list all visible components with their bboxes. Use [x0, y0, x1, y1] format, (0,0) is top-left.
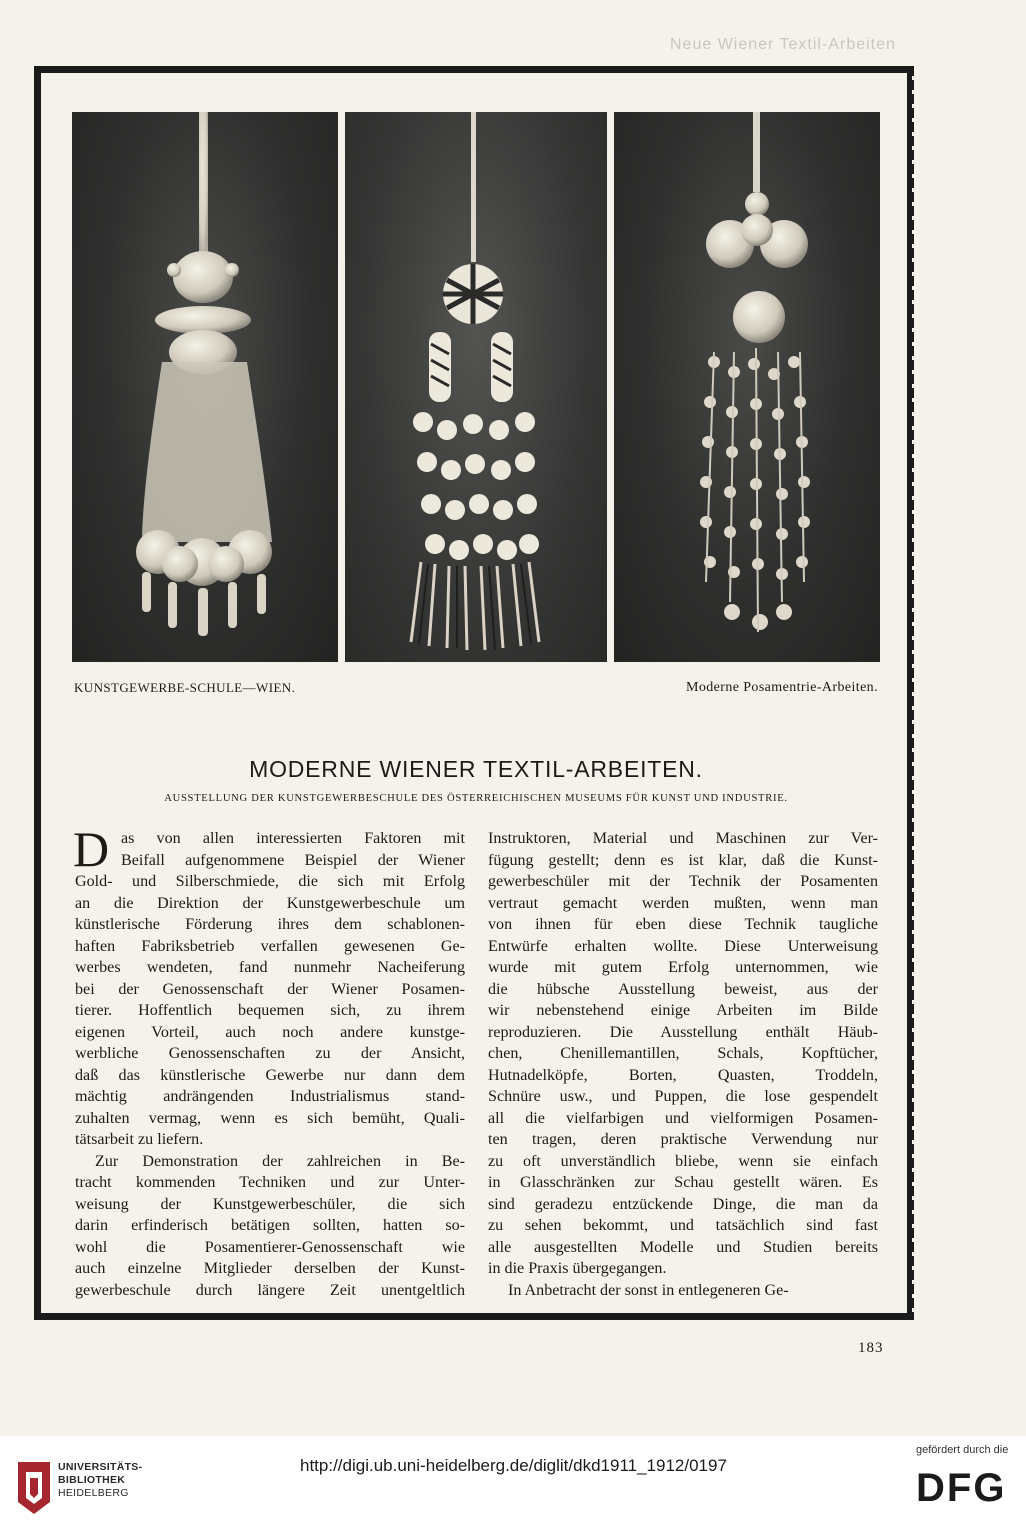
library-name-line: HEIDELBERG [58, 1487, 129, 1499]
tassel-photographs [72, 112, 880, 662]
page-number: 183 [858, 1340, 884, 1356]
text-line: alle ausgestellten Modelle und Studien bereits [488, 1238, 878, 1256]
article-subtitle: AUSSTELLUNG DER KUNSTGEWERBESCHULE DES ÖSTERREICHISCHEN MUSEUMS FÜR KUNST UND INDUSTRIE. [164, 793, 788, 804]
text-line: zuhalten vermag, wenn es sich bemüht, Quali- [75, 1109, 465, 1127]
text-column-right [488, 828, 878, 1301]
text-line: gewerbeschüler mit der Technik der Posamenten [488, 873, 878, 890]
text-line: gewerbeschule durch längere Zeit unentgeltlich [75, 1281, 465, 1299]
tassel-photo-middle [345, 112, 607, 662]
text-line: Entwürfe erhalten wollte. Diese Unterweisung [488, 937, 878, 955]
figure-caption-right: Moderne Posamentrie-Arbeiten. [686, 680, 878, 695]
text-line: zu sehen bekommt, und tatsächlich sind fast [488, 1217, 878, 1234]
text-line: tierer. Hoffentlich bequemen sich, zu ihrem [75, 1002, 465, 1019]
text-line: Beifall aufgenommene Beispiel der Wiener [121, 851, 465, 869]
text-line: tracht kommenden Techniken und zur Unter- [75, 1174, 465, 1191]
tassel-photo-right [614, 112, 880, 662]
tassel-image-right [614, 112, 880, 662]
university-library-name [58, 1461, 142, 1500]
tassel-image-left [72, 112, 338, 662]
text-line: wurde mit gutem Erfolg unternommen, wie [488, 959, 878, 976]
text-line: sind geradezu entzückende Dinge, die man da [488, 1195, 878, 1213]
article-title: MODERNE WIENER TEXTIL-ARBEITEN. [249, 756, 703, 782]
text-column-left [73, 821, 465, 1301]
text-line: eigenen Vorteil, auch noch andere kunstge- [75, 1023, 465, 1041]
tassel-image-middle [345, 112, 607, 662]
text-line: Instruktoren, Material und Maschinen zur Ver- [488, 830, 878, 847]
text-line: Gold- und Silberschmiede, die sich mit Erfolg [75, 873, 465, 890]
dfg-logo: DFG [916, 1466, 1007, 1510]
digitization-footer [0, 1436, 1026, 1539]
text-line: in Glasschränken zur Schau gestellt wären. Es [488, 1174, 878, 1191]
text-line: daß das künstlerische Gewerbe nur dann dem [75, 1066, 465, 1084]
text-line: tätsarbeit zu liefern. [75, 1131, 204, 1148]
text-line: In Anbetracht der sonst in entlegeneren Ge- [508, 1281, 789, 1299]
text-line: Hutnadelköpfe, Borten, Quasten, Troddeln, [488, 1066, 878, 1084]
drop-cap: D [73, 821, 110, 877]
text-line: die hübsche Ausstellung beweist, aus der [488, 980, 878, 998]
text-line: mächtig andrängenden Industrialismus stand- [75, 1088, 465, 1105]
text-line: auch einzelne Mitglieder derselben der Kunst- [75, 1260, 465, 1277]
first-paragraph-start [73, 821, 465, 877]
text-line: weisung der Kunstgewerbeschüler, die sich [75, 1195, 465, 1213]
text-line: bei der Genossenschaft der Wiener Posamen- [75, 980, 465, 998]
permalink-url[interactable]: http://digi.ub.uni-heidelberg.de/diglit/dkd1911_1912/0197 [300, 1456, 727, 1475]
text-line: chen, Chenillemantillen, Schals, Kopftücher, [488, 1045, 878, 1062]
text-line: ten tragen, deren praktische Verwendung nur [488, 1131, 878, 1148]
text-line: wohl die Posamentierer-Genossenschaft wie [75, 1238, 465, 1256]
text-line: von ihnen für eben diese Technik taugliche [488, 916, 878, 933]
text-line: reproduzieren. Die Ausstellung enthält Häub- [488, 1023, 878, 1041]
figure-caption-left: KUNSTGEWERBE-SCHULE—WIEN. [74, 680, 296, 695]
text-line: Zur Demonstration der zahlreichen in Be- [95, 1152, 465, 1170]
tassel-photo-left [72, 112, 338, 662]
text-line: haften Fabriksbetrieb verfallen gewesenen Ge- [75, 937, 465, 955]
text-line: werbliche Genossenschaften zu der Ansicht, [75, 1045, 465, 1062]
text-line: wir nebenstehend einige Arbeiten im Bilde [488, 1002, 878, 1019]
library-name-line: UNIVERSITÄTS- [58, 1461, 143, 1473]
text-line: vertraut gemacht werden mußten, wenn man [488, 894, 878, 912]
text-line: in die Praxis übergegangen. [488, 1260, 667, 1277]
text-line: zu oft unverständlich bliebe, wenn sie einfach [488, 1152, 878, 1170]
text-line: Schnüre usw., und Puppen, die lose gespendelt [488, 1088, 878, 1105]
funding-note: gefördert durch die [916, 1444, 1009, 1456]
text-line: as von allen interessierten Faktoren mit [121, 830, 465, 847]
text-line: an die Direktion der Kunstgewerbeschule um [75, 894, 465, 912]
university-library-logo-icon [14, 1458, 54, 1518]
faint-running-title: Neue Wiener Textil-Arbeiten [670, 36, 896, 53]
text-line: all die vielfarbigen und vielformigen Posamen- [488, 1109, 878, 1127]
text-line: darin erfinderisch betätigen sollten, hatten so- [75, 1217, 465, 1234]
library-name-line: BIBLIOTHEK [58, 1474, 126, 1486]
text-line: künstlerische Förderung ihres dem schablonen- [75, 916, 465, 933]
text-line: fügung gestellt; denn es ist klar, daß die Kunst- [488, 851, 878, 869]
text-line: werbes wendeten, fand nunmehr Nacheiferung [75, 959, 465, 976]
